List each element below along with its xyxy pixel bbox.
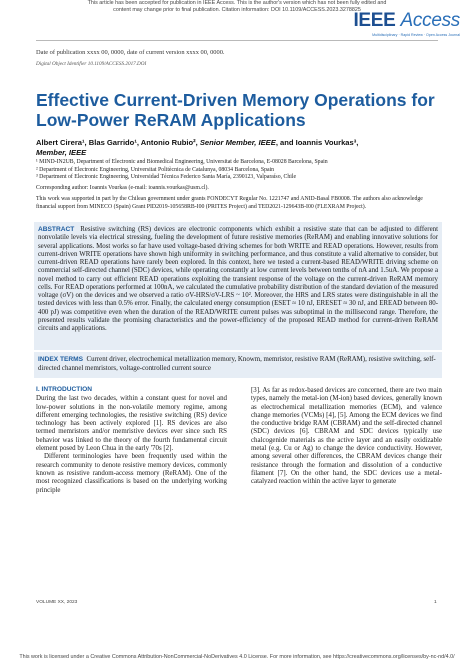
left-column: [36, 386, 227, 495]
affiliation-1: ¹ MIND-IN2UB, Department of Electronic and Biomedical Engineering, Universitat de Barcelona, E-08028 Barcelona, Spain: [36, 159, 328, 165]
index-terms: [38, 355, 438, 373]
publication-date: Date of publication xxxx 00, 0000, date of current version xxxx 00, 0000.: [36, 49, 225, 56]
acceptance-notice-line2: content may change prior to final publication. Citation information: DOI 10.1109/ACCESS.2023.3278825: [113, 7, 361, 14]
affiliations: [36, 159, 446, 182]
header-divider: [36, 40, 438, 41]
intro-paragraph-2: Different terminologies have been frequently used within the research community to denote resistive memory devices, commonly known as resistive random-access memory (ReRAM). One of the most recognized classifications is based on the underlying working principle: [36, 453, 227, 494]
volume-label: VOLUME XX, 2023: [36, 600, 78, 605]
authors-line1-end: , and Ioannis Vourkas³,: [275, 138, 359, 147]
authors-senior-member: Senior Member, IEEE: [199, 138, 276, 147]
logo-access-text: Access: [400, 10, 460, 31]
affiliation-3: ³ Department of Electronic Engineering, Universidad Técnica Federico Santa María, 2390123, Valparaíso, Chile: [36, 174, 297, 181]
corresponding-author: Corresponding author: Ioannis Vourkas (e-mail: ioannis.vourkas@usm.cl).: [36, 185, 209, 191]
ieee-access-logo: [353, 10, 460, 37]
doi-identifier: Digital Object Identifier 10.1109/ACCESS.2017.DOI: [36, 61, 147, 67]
authors-line1: Albert Cirera¹, Blas Garrido¹, Antonio Rubio²,: [36, 138, 200, 147]
affiliation-2: ² Department of Electronic Engineering, Universitat Politècnica de Catalunya, 08034 Barcelona, Spain: [36, 166, 275, 173]
logo-tagline: Multidisciplinary · Rapid Review · Open Access Journal: [372, 33, 460, 37]
abstract-text: Resistive switching (RS) devices are electronic components which exhibit a resistive state that can be adjusted to different nonvolatile levels via electrical stressing, fueling the development of future resistive memories (ReRAM) and enabling innovative solutions for several applications. Most works so far have used voltage-based driving schemes for both WRITE and READ operations. However, results from current-driven WRITE operations have shown high uniformity in switching performance, and thus constitute a valid alternative to consider, but current-driven READ operations have rarely been explored. In this context, here we tested a current-based READ/WRITE driving scheme on commercial self-directed channel (SDC) devices, while operating constantly at low current levels between tenths of nA and 1.5uA. We propose a novel method to carry out efficient READ operations exploiting the transient response of the voltage on the current-driven ReRAM memory cells. For READ operations performed at 100nA, we calculated the cumulative probability distribution of the standard deviation of the measured voltage (σV) on the devices and we observed a ratio σV-HRS/σV-LRS ~ 10². Moreover, the HRS and LRS states were distinguishable in all the tested devices with less than 0.5% error. Finally, the calculated energy consumption (ESET ≈ 10 nJ, ERESET ≈ 30 nJ, and EREAD between 80-400 pJ) was competitive even when the duration of the READ/WRITE current pulses was suboptimal in the millisecond range. Therefore, the presented results validate the promising characteristics and the power-efficiency of the proposed READ method for current-driven ReRAM circuits and applications.: [38, 226, 438, 332]
authors-member: Member, IEEE: [36, 147, 87, 157]
funding-statement: This work was supported in part by the Chilean government under grants FONDECYT Regular No. 1221747 and ANID-Basal FB0008. The authors also acknowledge financial support from MINECO (Spain) Grant PID2019-105658RB-I00 (PRITES Project) and TED2021-129643B-I00 (FLEXRAM Project).: [36, 196, 423, 210]
right-column: [251, 387, 442, 487]
intro-paragraph-3: [3]. As far as redox-based devices are concerned, there are two main types, namely the metal-ion (M-ion) based devices, generally known as electrochemical metallization memories (ECM), and valence change memories (VCMs) [4], [5]. Among the ECM devices we find the conductive bridge RAM (CBRAM) and the self-directed channel (SDC) devices [6]. CBRAM and SDC devices typically use chalcogenide materials as the active layer and an easily oxidizable metal (e.g. Cu or Ag) to change the device conductivity. However, among several other differences, the CBRAM devices change their resistance through the formation and dissolution of a conductive filament [7]. On the other hand, the SDC devices use a metal-catalyzed reaction within the active layer to generate: [251, 387, 442, 486]
paper-title: Effective Current-Driven Memory Operations for Low-Power ReRAM Applications: [36, 90, 435, 130]
author-list: [36, 138, 446, 157]
acceptance-notice-line1: This article has been accepted for publication in IEEE Access. This is the author's version which has not been fully edited and: [87, 0, 387, 6]
abstract-label: ABSTRACT: [38, 226, 75, 233]
logo-ieee-text: IEEE: [353, 10, 396, 31]
abstract: [38, 226, 438, 333]
page-number: 1: [434, 600, 437, 605]
intro-paragraph-1: During the last two decades, within a constant quest for novel and low-power solutions in the non-volatile memory regime, among different emerging technologies, the resistive switching (RS) device technology has been actively explored [1]. RS devices are also termed memristors and/or memristive devices ever since such RS behavior was linked to the theory of the fourth fundamental circuit element posed by Leon Chua in the early '70s [2].: [36, 395, 227, 453]
index-terms-text: Current driver, electrochemical metallization memory, Knowm, memristor, resistive RAM (ReRAM), resistive switching, self-directed channel memristors, voltage-controlled current source: [38, 356, 436, 372]
index-terms-label: INDEX TERMS: [38, 356, 84, 363]
section-heading-introduction: I. INTRODUCTION: [36, 386, 93, 393]
license-notice: This work is licensed under a Creative Commons Attribution-NonCommercial-NoDerivatives 4.0 License. For more information, see https://creativecommons.org/licenses/by-nc-nd/4.0/: [19, 654, 455, 660]
